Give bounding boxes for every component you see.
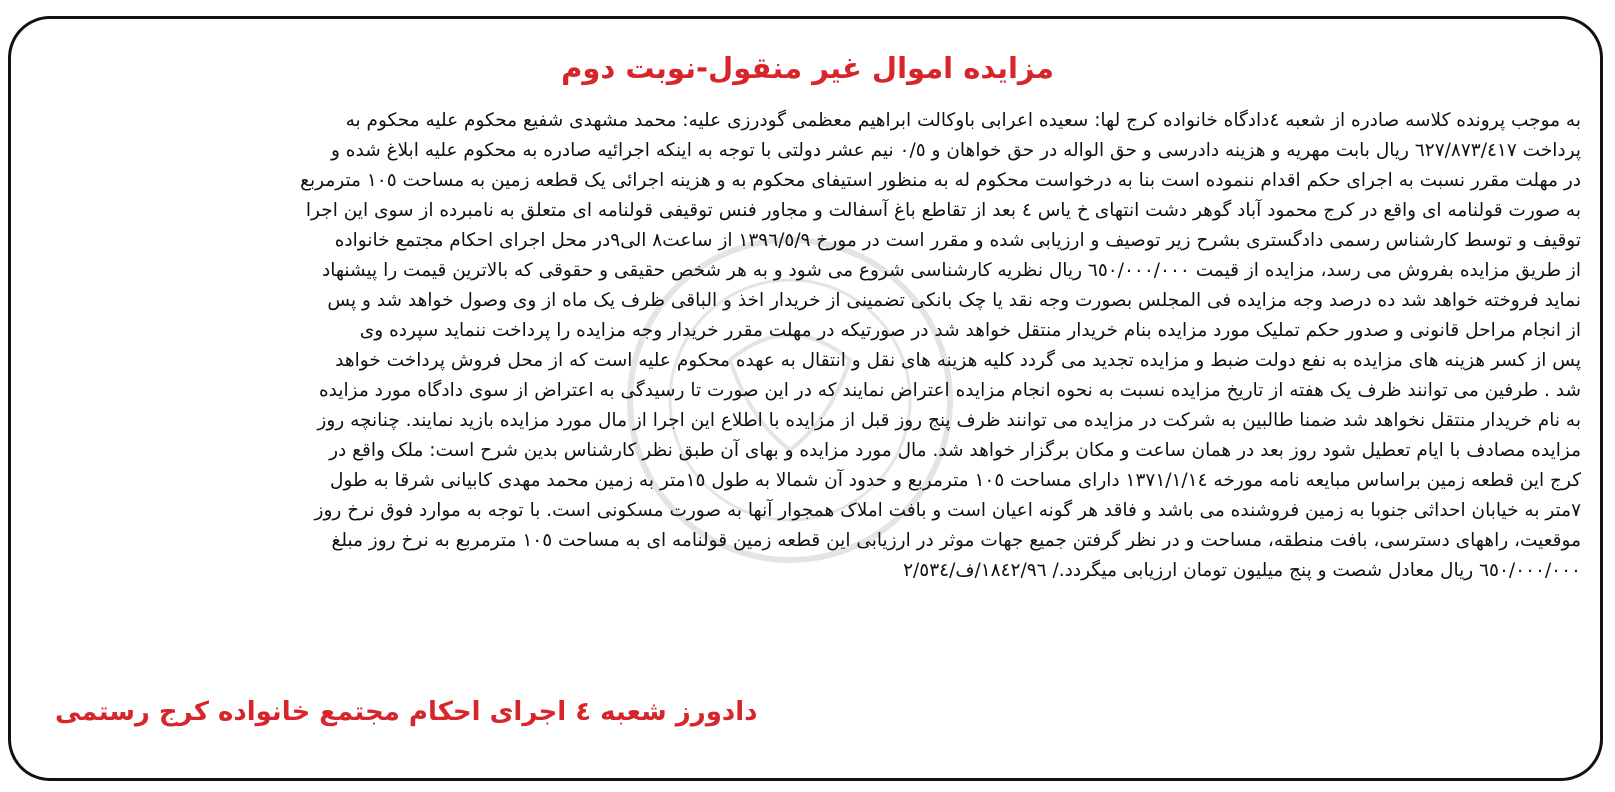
notice-line: به موجب پرونده کلاسه صادره از شعبه ٤دادگاه خانواده کرج لها: سعیده اعرابی باوکالت ابراهیم معظمی گودرزی علیه: محمد مشهدی شفیع محکوم علیه محکوم به: [345, 110, 1581, 131]
notice-line: نماید فروخته خواهد شد ده درصد وجه مزایده فی المجلس بصورت وجه نقد یا چک بانکی تضمینی از خریدار اخذ و الباقی ظرف یک ماه از وی وصول خواهد شد و پس: [327, 290, 1581, 311]
notice-line: کرج این قطعه زمین براساس مبایعه نامه مورخه ١٣٧١/١/١٤ دارای مساحت ١٠٥ مترمربع و حدود آن شمالا به طول ١٥متر به زمین محمد مهدی کابیانی شرقا به طول: [330, 470, 1581, 491]
notice-line: پرداخت ٦٢٧/٨٧٣/٤١٧ ریال بابت مهریه و هزینه دادرسی و حق الواله در حق خواهان و ٠/٥ نیم عشر دولتی با توجه به اینکه اجرائیه صادره به محکوم علیه ابلاغ شده و: [330, 140, 1581, 161]
notice-line: ٦٥٠/٠٠٠/٠٠٠ ریال معادل شصت و پنج میلیون تومان ارزیابی میگردد./ ١٨٤٢/٩٦/ف/٢/٥٣٤: [903, 560, 1581, 581]
notice-line: به نام خریدار منتقل نخواهد شد ضمنا طالبین به شرکت در مزایده می توانند ظرف پنج روز قبل از مزایده با اطلاع این اجرا از مال مورد مزایده بازید نمایند. چنانچه روز: [317, 410, 1581, 431]
notice-line: از طریق مزایده بفروش می رسد، مزایده از قیمت ٦٥٠/٠٠٠/٠٠٠ ریال نظریه کارشناسی شروع می شود و به هر شخص حقیقی و حقوقی که بالاترین قیمت را پیشنهاد: [321, 260, 1581, 281]
notice-line: موقعیت، راههای دسترسی، بافت منطقه، مساحت و در نظر گرفتن جمیع جهات موثر در ارزیابی این قطعه زمین قولنامه ای به مساحت ١٠٥ مترمربع به نرخ روز مبلغ: [331, 530, 1581, 551]
notice-title: مزایده اموال غیر منقول-نوبت دوم: [561, 51, 1054, 85]
notice-line: پس از کسر هزینه های مزایده به نفع دولت ضبط و مزایده تجدید می گردد کلیه هزینه های نقل و انتقال به عهده محکوم علیه است که از محل فروش پرداخت خواهد: [335, 350, 1581, 371]
notice-line: توقیف و توسط کارشناس رسمی دادگستری بشرح زیر توصیف و ارزیابی شده و مقرر است در مورخ ١٣٩٦/٥/٩ از ساعت٨ الی٩در محل اجرای احکام مجتمع خانواده: [334, 230, 1581, 251]
notice-line: مزایده مصادف با ایام تعطیل شود روز بعد در همان ساعت و مکان برگزار خواهد شد. مال مورد مزایده و بهای آن طبق نظر کارشناس بدین شرح است: ملک واقع در: [329, 440, 1581, 461]
notice-line: شد . طرفین می توانند ظرف یک هفته از تاریخ مزایده نسبت به نحوه انجام مزایده اعتراض نمایند که در این صورت تا رسیدگی به اعتراض از سوی دادگاه مورد مزایده: [318, 380, 1581, 401]
signature: دادورز شعبه ٤ اجرای احکام مجتمع خانواده کرج رستمی: [55, 697, 758, 727]
notice-line: به صورت قولنامه ای واقع در کرج محمود آباد گوهر دشت انتهای خ یاس ٤ بعد از تقاطع باغ آسفالت و مجاور فنس توقیفی قولنامه ای متعلق به نامبرده از سوی این اجرا: [305, 200, 1581, 221]
notice-line: ٧متر به خیابان احداثی جنوبا به زمین فروشنده می باشد و فاقد هر گونه اعیان است و بافت املاک همجوار آنها به صورت مسکونی است. با توجه به موارد فوق نرخ روز: [314, 500, 1581, 521]
notice-body: [52, 106, 1581, 586]
notice-line: در مهلت مقرر نسبت به اجرای حکم اقدام ننموده است بنا به درخواست محکوم له به منظور استیفای محکوم به و هزینه اجرائی یک قطعه زمین به مساحت ١٠٥ مترمربع: [300, 170, 1581, 191]
notice-line: از انجام مراحل قانونی و صدور حکم تملیک مورد مزایده بنام خریدار منتقل خواهد شد در صورتیکه در مهلت مقرر خریدار وجه مزایده را پرداخت ننماید سپرده وی: [359, 320, 1581, 341]
